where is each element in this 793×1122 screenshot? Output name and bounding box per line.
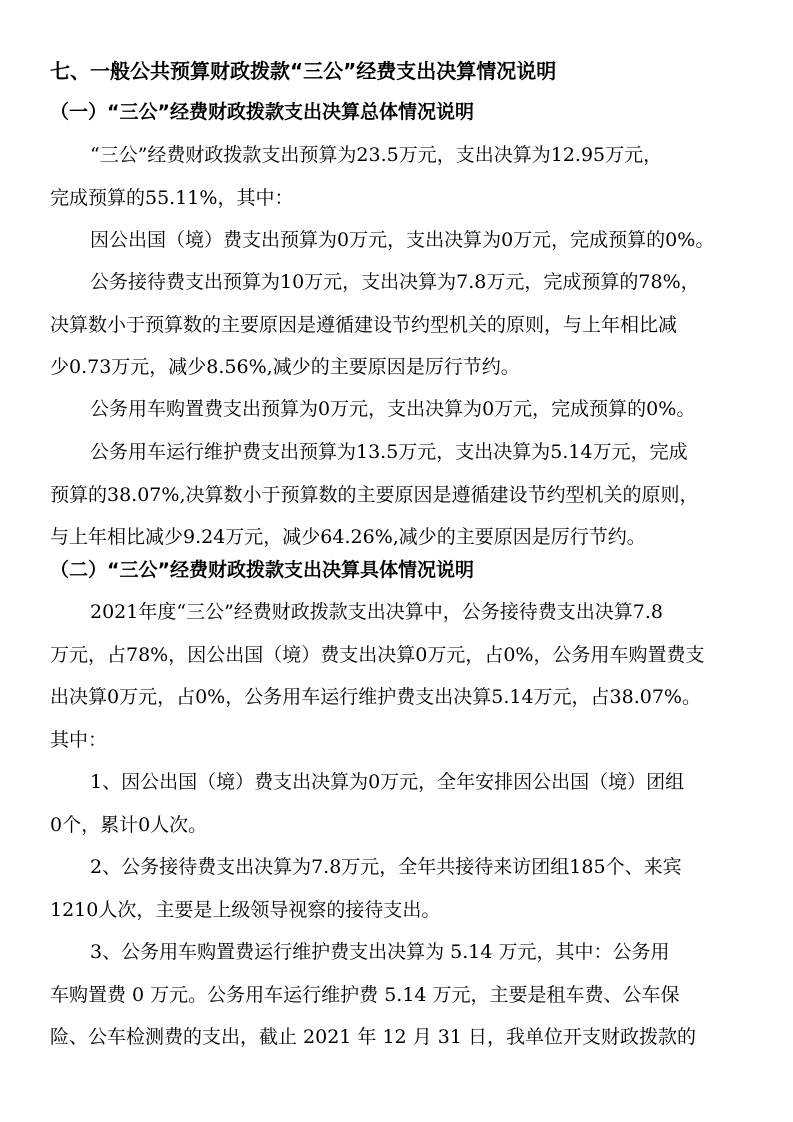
paragraph-item-2 [50,846,770,931]
paragraph-total-budget [50,134,770,219]
section-title: 七、一般公共预算财政拨款“三公”经费支出决算情况说明 [50,59,557,83]
text-line: 其中： [50,728,108,751]
text-line: 公务接待费支出预算为10万元，支出决算为7.8万元，完成预算的78%， [90,271,700,293]
text-line: 3、公务用车购置费运行维护费支出决算为 5.14 万元，其中：公务用 [90,941,670,963]
text-line: 预算的38.07%,决算数小于预算数的主要原因是遵循建设节约型机关的原则， [50,483,699,506]
paragraph-vehicle-operation [50,431,770,559]
text-line: 1210人次，主要是上级领导视察的接待支出。 [50,898,441,921]
text-line: 少0.73万元，减少8.56%,减少的主要原因是厉行节约。 [50,356,520,378]
paragraph-detail-summary [50,591,770,761]
paragraph-vehicle-purchase [50,388,770,431]
subsection-title-overall: （一）“三公”经费财政拨款支出决算总体情况说明 [50,101,474,123]
text-line: 险、公车检测费的支出，截止 2021 年 12 月 31 日，我单位开支财政拨款的 [50,1026,696,1048]
text-line: 决算数小于预算数的主要原因是遵循建设节约型机关的原则，与上年相比减 [50,313,678,336]
text-line: 出决算0万元，占0%，公务用车运行维护费支出决算5.14万元，占38.07%。 [50,686,701,708]
paragraph-item-1 [50,761,770,846]
text-line: 万元，占78%，因公出国（境）费支出决算0万元，占0%，公务用车购置费支 [50,643,705,666]
text-line: “三公”经费财政拨款支出预算为23.5万元，支出决算为12.95万元， [90,144,663,166]
paragraph-item-3 [50,931,770,1059]
text-line: 因公出国（境）费支出预算为0万元，支出决算为0万元，完成预算的0%。 [90,229,715,251]
text-line: 与上年相比减少9.24万元，减少64.26%,减少的主要原因是厉行节约。 [50,526,646,548]
text-line: 2、公务接待费支出决算为7.8万元，全年共接待来访团组185个、来宾 [90,856,682,878]
text-line: 1、因公出国（境）费支出决算为0万元，全年安排因公出国（境）团组 [90,771,685,793]
text-line: 车购置费 0 万元。公务用车运行维护费 5.14 万元，主要是租车费、公车保 [50,983,680,1006]
text-line: 公务用车运行维护费支出预算为13.5万元，支出决算为5.14万元，完成 [90,441,688,463]
subsection-title-detail: （二）“三公”经费财政拨款支出决算具体情况说明 [50,559,474,581]
text-line: 2021年度“三公”经费财政拨款支出决算中，公务接待费支出决算7.8 [90,601,663,623]
paragraph-overseas-travel [50,219,770,262]
paragraph-reception [50,261,770,389]
text-line: 完成预算的55.11%，其中： [50,186,294,209]
text-line: 0个，累计0人次。 [50,813,208,836]
text-line: 公务用车购置费支出预算为0万元，支出决算为0万元，完成预算的0%。 [90,398,696,420]
